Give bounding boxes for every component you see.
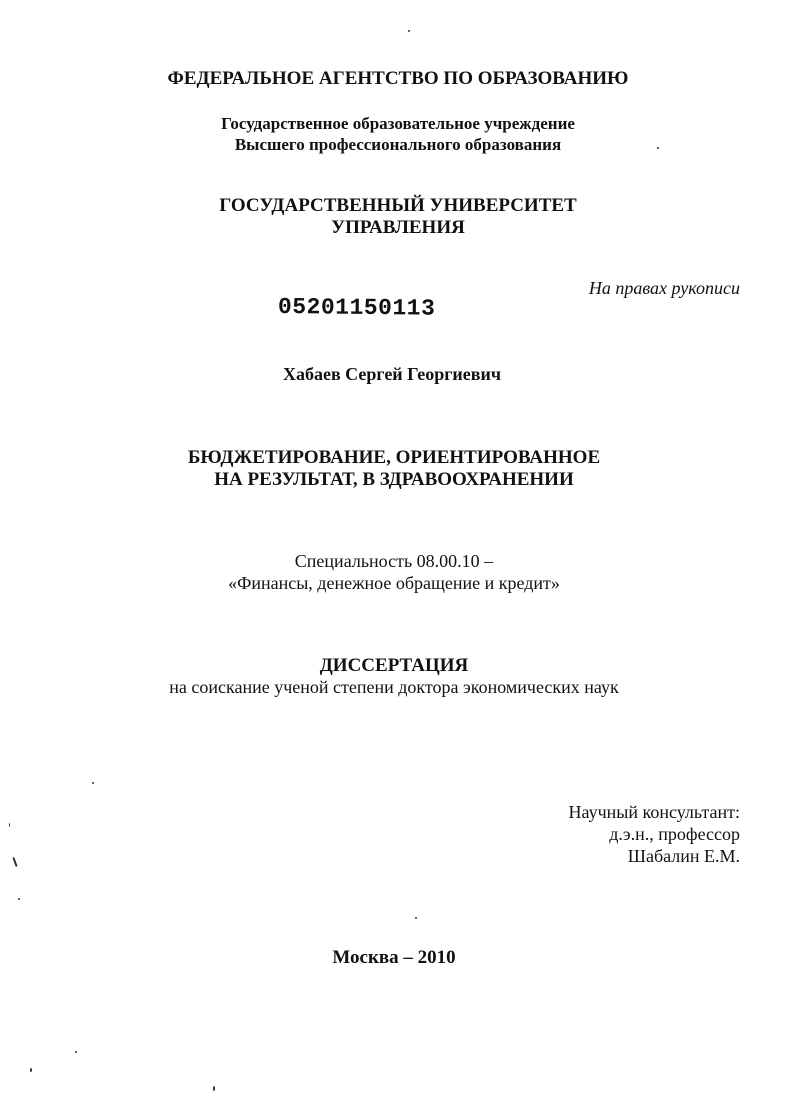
scan-speck bbox=[92, 782, 94, 784]
scan-speck bbox=[30, 1068, 32, 1072]
scan-speck bbox=[213, 1086, 215, 1091]
author-name: Хабаев Сергей Георгиевич bbox=[282, 364, 502, 384]
university-line-1: ГОСУДАРСТВЕННЫЙ УНИВЕРСИТЕТ bbox=[219, 195, 577, 216]
scan-speck bbox=[415, 917, 417, 919]
institution-line-1: Государственное образовательное учреждение bbox=[221, 114, 575, 133]
specialty-line-2: «Финансы, денежное обращение и кредит» bbox=[228, 573, 560, 593]
advisor-name: Шабалин Е.М. bbox=[627, 846, 740, 866]
institution-line-2: Высшего профессионального образования bbox=[234, 135, 562, 154]
university-line-2: УПРАВЛЕНИЯ bbox=[331, 217, 465, 238]
dissertation-label: ДИССЕРТАЦИЯ bbox=[319, 655, 469, 676]
manuscript-note: На правах рукописи bbox=[588, 278, 740, 298]
scan-speck bbox=[9, 823, 10, 827]
scan-speck bbox=[75, 1051, 77, 1053]
specialty-line-1: Специальность 08.00.10 – bbox=[294, 551, 494, 571]
scan-speck bbox=[408, 30, 410, 32]
catalog-code: 05201150113 bbox=[277, 294, 436, 322]
advisor-label: Научный консультант: bbox=[568, 802, 740, 822]
scan-speck bbox=[12, 857, 17, 867]
dissertation-title-line-2: НА РЕЗУЛЬТАТ, В ЗДРАВООХРАНЕНИИ bbox=[214, 469, 574, 490]
city-year: Москва – 2010 bbox=[332, 947, 456, 968]
scan-speck bbox=[657, 147, 659, 149]
advisor-degree: д.э.н., профессор bbox=[609, 824, 740, 844]
degree-line: на соискание ученой степени доктора экономических наук bbox=[169, 677, 619, 697]
dissertation-title-line-1: БЮДЖЕТИРОВАНИЕ, ОРИЕНТИРОВАННОЕ bbox=[187, 447, 601, 468]
agency-heading: ФЕДЕРАЛЬНОЕ АГЕНТСТВО ПО ОБРАЗОВАНИЮ bbox=[167, 68, 629, 89]
scan-speck bbox=[18, 898, 20, 900]
